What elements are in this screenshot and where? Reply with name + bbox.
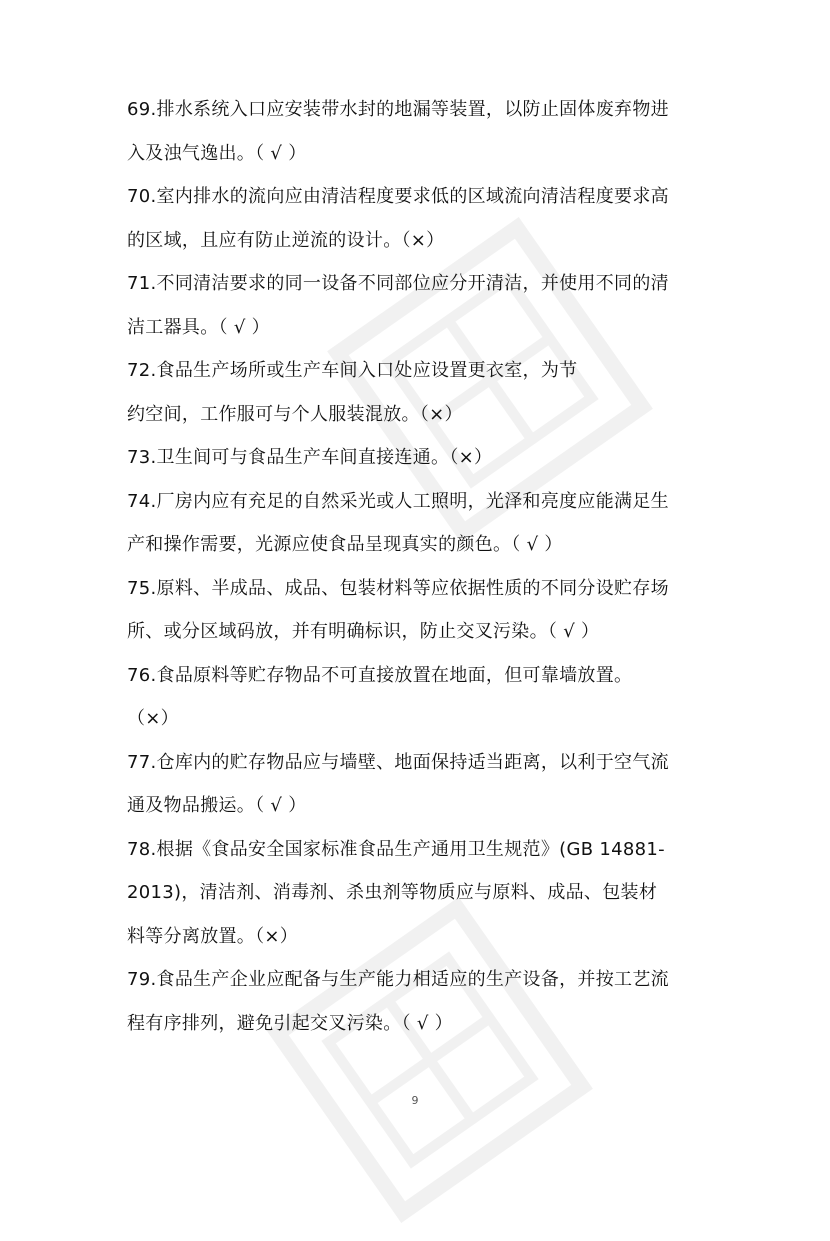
text-line: （×） (127, 708, 179, 729)
text-line: 79.食品生产企业应配备与生产能力相适应的生产设备，并按工艺流 (127, 969, 669, 990)
text-line: 69.排水系统入口应安装带水封的地漏等装置，以防止固体废弃物进 (127, 99, 669, 120)
text-line: 72.食品生产场所或生产车间入口处应设置更衣室，为节 (127, 360, 578, 381)
text-line: 77.仓库内的贮存物品应与墙壁、地面保持适当距离，以利于空气流 (127, 751, 669, 773)
text-line: 洁工器具。（ √ ） (127, 316, 270, 338)
text-line: 的区域，且应有防止逆流的设计。（×） (127, 229, 445, 251)
text-line: 71.不同清洁要求的同一设备不同部位应分开清洁，并使用不同的清 (127, 273, 669, 294)
text-line: 74.厂房内应有充足的自然采光或人工照明，光泽和亮度应能满足生 (127, 490, 669, 512)
text-line: 73.卫生间可与食品生产车间直接连通。（×） (127, 447, 493, 468)
text-line: 70.室内排水的流向应由清洁程度要求低的区域流向清洁程度要求高 (127, 186, 669, 207)
page-number: 9 (411, 1094, 419, 1107)
text-line: 76.食品原料等贮存物品不可直接放置在地面，但可靠墙放置。 (127, 664, 633, 686)
text-line: 所、或分区域码放，并有明确标识，防止交叉污染。（ √ ） (127, 621, 600, 642)
text-line: 75.原料、半成品、成品、包装材料等应依据性质的不同分设贮存场 (127, 577, 669, 599)
text-line: 通及物品搬运。（ √ ） (127, 795, 307, 816)
text-line: 料等分离放置。（×） (127, 925, 299, 947)
text-line: 约空间，工作服可与个人服装混放。（×） (127, 403, 463, 425)
text-line: 产和操作需要，光源应使食品呈现真实的颜色。（ √ ） (127, 534, 563, 555)
document-body (127, 88, 717, 1045)
text-line: 入及浊气逸出。（ √ ） (127, 142, 307, 164)
text-line: 78.根据《食品安全国家标准食品生产通用卫生规范》(GB 14881- (127, 838, 665, 860)
text-line: 程有序排列，避免引起交叉污染。（ √ ） (127, 1012, 453, 1034)
text-line: 2013)，清洁剂、消毒剂、杀虫剂等物质应与原料、成品、包装材 (127, 882, 658, 903)
